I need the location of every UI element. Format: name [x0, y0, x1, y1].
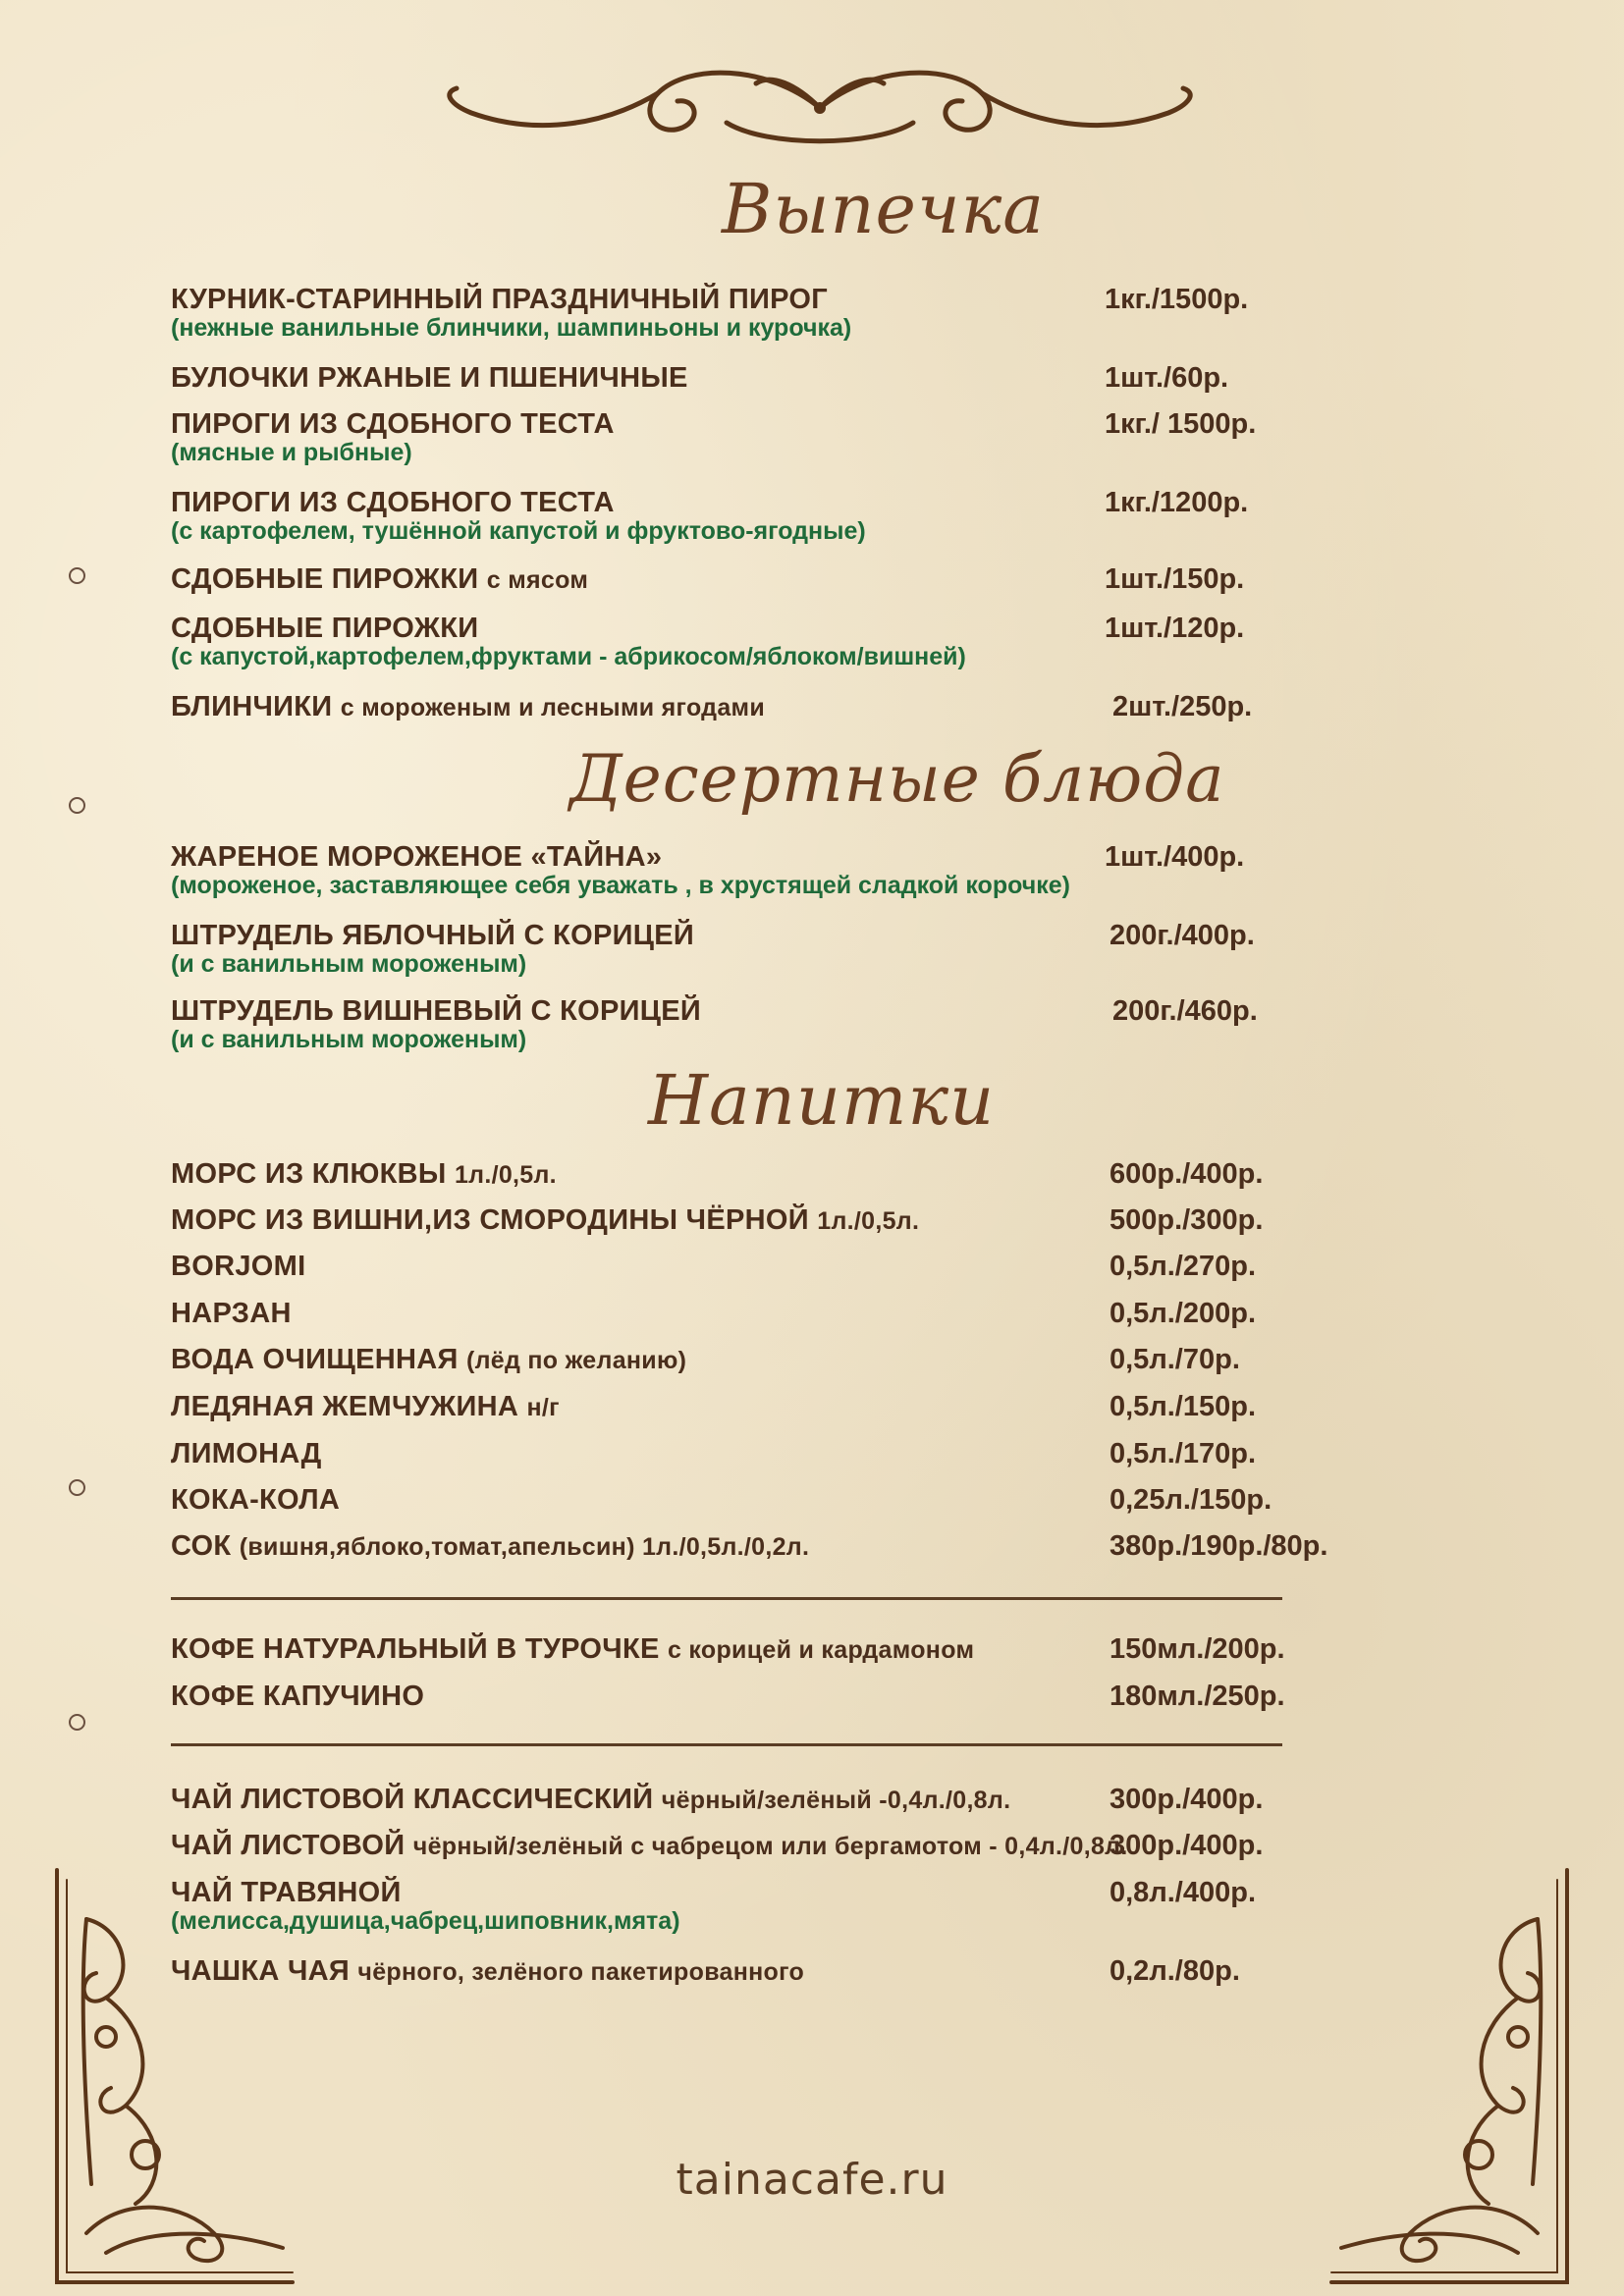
menu-item-title: МОРС ИЗ ВИШНИ,ИЗ СМОРОДИНЫ ЧЁРНОЙ: [171, 1204, 809, 1236]
section-title-bakery: Выпечка: [722, 169, 1046, 249]
menu-item-row: [171, 404, 1545, 444]
section-title-desserts: Десертные блюда: [569, 741, 1225, 817]
menu-item-name: [171, 1344, 686, 1375]
menu-item-detail: с мясом: [486, 566, 589, 594]
menu-item: [171, 1526, 1545, 1566]
menu-item-title: ШТРУДЕЛЬ ВИШНЕВЫЙ С КОРИЦЕЙ: [171, 995, 701, 1027]
menu-item-title: ПИРОГИ ИЗ СДОБНОГО ТЕСТА: [171, 408, 615, 440]
menu-item-price: 500р./300р.: [1110, 1204, 1264, 1236]
menu-item-name: [171, 995, 701, 1027]
menu-item-name: [171, 1391, 560, 1422]
menu-item-row: [171, 1154, 1545, 1194]
menu-item: [171, 483, 1545, 546]
menu-item-description: (мороженое, заставляющее себя уважать , в хрустящей сладкой корочке): [171, 872, 1070, 899]
menu-item-price: 0,5л./150р.: [1110, 1391, 1257, 1422]
menu-item-row: [171, 1826, 1545, 1865]
menu-item-name: [171, 1530, 809, 1562]
menu-item-price: 0,8л./400р.: [1110, 1877, 1257, 1908]
menu-item: [171, 404, 1545, 467]
binding-hole: [69, 567, 85, 584]
menu-item-price: 0,5л./70р.: [1110, 1344, 1240, 1375]
menu-item-detail: с мороженым и лесными ягодами: [340, 694, 766, 721]
menu-item: [171, 1294, 1545, 1333]
menu-item-price: 300р./400р.: [1110, 1784, 1264, 1815]
menu-item-title: КОФЕ КАПУЧИНО: [171, 1681, 425, 1712]
menu-item-name: [171, 1251, 305, 1282]
menu-item-name: [171, 841, 662, 873]
menu-item-row: [171, 280, 1545, 319]
menu-item-row: [171, 1677, 1545, 1716]
menu-item: [171, 1154, 1545, 1194]
section-divider: [171, 1597, 1282, 1600]
menu-item-row: [171, 1526, 1545, 1566]
corner-ornament-left: [47, 1860, 302, 2292]
menu-item: [171, 1629, 1545, 1669]
menu-item-price: 1шт./150р.: [1105, 563, 1245, 595]
binding-hole: [69, 1714, 85, 1731]
menu-item-detail: 1л./0,5л.: [817, 1207, 920, 1235]
menu-item: [171, 1826, 1545, 1865]
menu-item-row: [171, 1294, 1545, 1333]
menu-item-row: [171, 1340, 1545, 1379]
menu-item-name: [171, 1438, 322, 1469]
menu-item-detail: 1л./0,5л.: [454, 1161, 557, 1189]
menu-item-title: КУРНИК-СТАРИННЫЙ ПРАЗДНИЧНЫЙ ПИРОГ: [171, 284, 829, 315]
menu-item: [171, 358, 1545, 398]
menu-item: [171, 1780, 1545, 1819]
menu-item: [171, 687, 1545, 726]
menu-item-title: БЛИНЧИКИ: [171, 691, 333, 722]
menu-item: [171, 1247, 1545, 1286]
menu-item-title: МОРС ИЗ КЛЮКВЫ: [171, 1158, 447, 1190]
menu-item-title: СДОБНЫЕ ПИРОЖКИ: [171, 563, 479, 595]
menu-item-name: [171, 1633, 974, 1665]
menu-item-row: [171, 483, 1545, 522]
menu-item-price: 300р./400р.: [1110, 1830, 1264, 1861]
menu-item-name: [171, 563, 588, 595]
menu-item: [171, 1434, 1545, 1473]
menu-item-price: 1кг./ 1500р.: [1105, 408, 1257, 440]
menu-item: [171, 560, 1545, 599]
section-divider: [171, 1743, 1282, 1746]
menu-item-price: 0,5л./200р.: [1110, 1298, 1257, 1329]
menu-item-row: [171, 1480, 1545, 1520]
menu-item-title: ПИРОГИ ИЗ СДОБНОГО ТЕСТА: [171, 487, 615, 518]
menu-item-row: [171, 609, 1545, 648]
menu-item-name: [171, 408, 615, 440]
menu-item-title: ЖАРЕНОЕ МОРОЖЕНОЕ «ТАЙНА»: [171, 841, 663, 873]
menu-item: [171, 837, 1545, 900]
menu-item-title: КОКА-КОЛА: [171, 1484, 341, 1516]
menu-item-name: [171, 362, 688, 394]
menu-item-price: 1шт./400р.: [1105, 841, 1245, 873]
menu-item-title: СОК: [171, 1530, 232, 1562]
menu-item: [171, 916, 1545, 979]
menu-item-title: BORJOMI: [171, 1251, 306, 1282]
menu-item-price: 1кг./1500р.: [1105, 284, 1249, 315]
menu-item-title: БУЛОЧКИ РЖАНЫЕ И ПШЕНИЧНЫЕ: [171, 362, 688, 394]
menu-item-price: 200г./460р.: [1112, 995, 1258, 1027]
menu-item-name: [171, 284, 828, 315]
menu-item-detail: (лёд по желанию): [465, 1347, 687, 1374]
menu-item-name: [171, 613, 478, 644]
menu-item-price: 150мл./200р.: [1110, 1633, 1285, 1665]
menu-item-description: (и с ванильным мороженым): [171, 1026, 527, 1053]
menu-item-row: [171, 1201, 1545, 1240]
menu-item-row: [171, 1629, 1545, 1669]
menu-item-detail: чёрный/зелёный -0,4л./0,8л.: [661, 1787, 1011, 1814]
menu-item-description: (с капустой,картофелем,фруктами - абрикосом/яблоком/вишней): [171, 643, 966, 670]
menu-item-title: ЧАШКА ЧАЯ: [171, 1955, 351, 1987]
menu-item: [171, 1387, 1545, 1426]
section-title-drinks: Напитки: [648, 1060, 996, 1141]
menu-item-price: 1шт./60р.: [1105, 362, 1229, 394]
menu-item-name: [171, 1158, 557, 1190]
menu-item-row: [171, 1247, 1545, 1286]
menu-item-price: 1кг./1200р.: [1105, 487, 1249, 518]
menu-item-price: 0,5л./170р.: [1110, 1438, 1257, 1469]
menu-item-row: [171, 1387, 1545, 1426]
menu-item-name: [171, 920, 694, 951]
menu-item-title: ШТРУДЕЛЬ ЯБЛОЧНЫЙ С КОРИЦЕЙ: [171, 920, 695, 951]
menu-item-name: [171, 1784, 1010, 1815]
website-url[interactable]: tainacafe.ru: [676, 2155, 948, 2205]
menu-item-title: ЛЕДЯНАЯ ЖЕМЧУЖИНА: [171, 1391, 519, 1422]
menu-item-description: (мясные и рыбные): [171, 439, 412, 466]
menu-item-row: [171, 991, 1545, 1031]
menu-item: [171, 1340, 1545, 1379]
menu-item-description: (нежные ванильные блинчики, шампиньоны и курочка): [171, 314, 852, 342]
menu-item-price: 2шт./250р.: [1112, 691, 1253, 722]
menu-item-detail: н/г: [526, 1394, 560, 1421]
menu-item: [171, 280, 1545, 343]
binding-hole: [69, 797, 85, 814]
menu-item-title: ЧАЙ ЛИСТОВОЙ: [171, 1830, 406, 1861]
menu-item-detail: с корицей и кардамоном: [667, 1636, 975, 1664]
menu-item-name: [171, 1204, 919, 1236]
menu-item-description: (и с ванильным мороженым): [171, 950, 527, 978]
menu-item: [171, 1480, 1545, 1520]
corner-ornament-right: [1322, 1860, 1577, 2292]
menu-item-row: [171, 916, 1545, 955]
menu-item-description: (мелисса,душица,чабрец,шиповник,мята): [171, 1907, 680, 1935]
menu-item-price: 0,2л./80р.: [1110, 1955, 1240, 1987]
menu-item-price: 1шт./120р.: [1105, 613, 1245, 644]
menu-item-name: [171, 1681, 424, 1712]
menu-item-price: 200г./400р.: [1110, 920, 1255, 951]
menu-item-price: 0,25л./150р.: [1110, 1484, 1272, 1516]
menu-item-name: [171, 691, 765, 722]
menu-item-row: [171, 1780, 1545, 1819]
menu-item-title: СДОБНЫЕ ПИРОЖКИ: [171, 613, 479, 644]
menu-item-name: [171, 1298, 292, 1329]
menu-item-price: 0,5л./270р.: [1110, 1251, 1257, 1282]
menu-item-row: [171, 687, 1545, 726]
menu-item-title: КОФЕ НАТУРАЛЬНЫЙ В ТУРОЧКЕ: [171, 1633, 660, 1665]
menu-item-title: ВОДА ОЧИЩЕННАЯ: [171, 1344, 459, 1375]
menu-item-price: 600р./400р.: [1110, 1158, 1264, 1190]
menu-item-name: [171, 1484, 340, 1516]
menu-item-title: ЧАЙ ТРАВЯНОЙ: [171, 1877, 402, 1908]
menu-item-title: ЛИМОНАД: [171, 1438, 322, 1469]
menu-item: [171, 1677, 1545, 1716]
menu-item-row: [171, 1434, 1545, 1473]
menu-item: [171, 609, 1545, 671]
menu-item-detail: чёрный/зелёный с чабрецом или бергамотом - 0,4л./0,8л.: [412, 1833, 1128, 1860]
menu-item-title: НАРЗАН: [171, 1298, 292, 1329]
menu-item-detail: чёрного, зелёного пакетированного: [357, 1958, 805, 1986]
menu-item: [171, 1201, 1545, 1240]
menu-item-description: (с картофелем, тушённой капустой и фруктово-ягодные): [171, 517, 866, 545]
binding-hole: [69, 1479, 85, 1496]
menu-item-name: [171, 487, 615, 518]
menu-item: [171, 991, 1545, 1054]
menu-item-price: 380р./190р./80р.: [1110, 1530, 1328, 1562]
menu-item-price: 180мл./250р.: [1110, 1681, 1285, 1712]
menu-item-title: ЧАЙ ЛИСТОВОЙ КЛАССИЧЕСКИЙ: [171, 1784, 654, 1815]
menu-item-row: [171, 560, 1545, 599]
menu-item-detail: (вишня,яблоко,томат,апельсин) 1л./0,5л./0,2л.: [239, 1533, 810, 1561]
top-flourish-ornament: [432, 54, 1208, 162]
menu-item-name: [171, 1830, 1128, 1861]
menu-item-row: [171, 358, 1545, 398]
menu-item-row: [171, 837, 1545, 877]
